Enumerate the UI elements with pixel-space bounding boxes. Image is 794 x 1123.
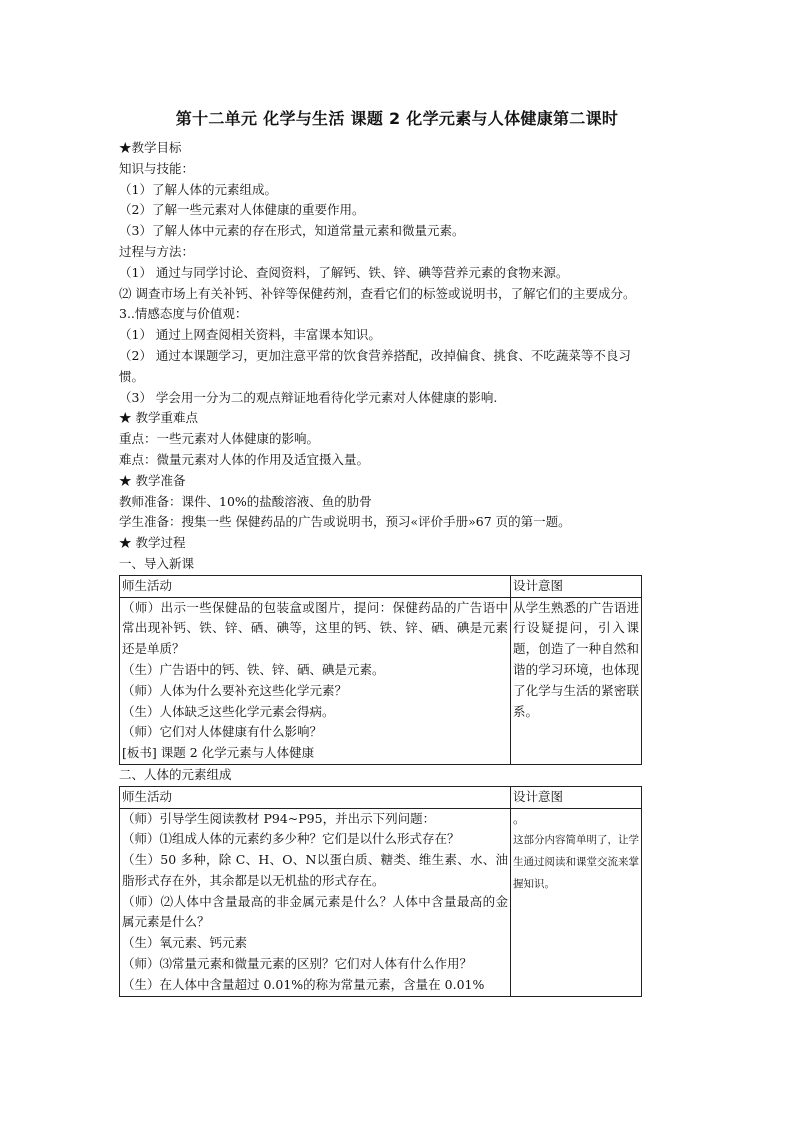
table-row bbox=[120, 808, 642, 996]
table-header-row bbox=[120, 786, 642, 808]
knowledge-heading: 知识与技能： bbox=[119, 160, 195, 176]
table-header-row bbox=[120, 575, 642, 597]
activity-cell bbox=[120, 808, 511, 996]
emotion-heading: 3..情感态度与价值观： bbox=[119, 306, 248, 322]
activity-line: （师）人体为什么要补充这些化学元素？ bbox=[122, 682, 348, 698]
activity-line: （师）它们对人体健康有什么影响？ bbox=[122, 724, 323, 740]
activity-line: （生）在人体中含量超过 0.01%的称为常量元素，含量在 0.01% bbox=[122, 976, 485, 992]
activity-line: （生）广告语中的钙、铁、锌、硒、碘是元素。 bbox=[122, 661, 385, 677]
intent-cell: 从学生熟悉的广告语进行设疑提问，引入课题，创造了一种自然和谐的学习环境，也体现了化学与生活的紧密联系。 bbox=[511, 597, 642, 764]
activity-line: [板书] 课题 2 化学元素与人体健康 bbox=[122, 745, 315, 761]
intent-mark: 。 bbox=[513, 810, 526, 826]
activity-line: （师）⑵人体中含量最高的非金属元素是什么？人体中含量最高的金属元素是什么？ bbox=[122, 893, 508, 930]
objectives-heading: ★教学目标 bbox=[119, 140, 182, 155]
activity-line: （师）引导学生阅读教材 P94~P95，并出示下列问题： bbox=[122, 810, 436, 826]
column-header-intent: 设计意图 bbox=[511, 786, 642, 808]
activity-line: （师）⑴组成人体的元素约多少种？它们是以什么形式存在？ bbox=[122, 831, 460, 847]
activity-line: （师）出示一些保健品的包装盒或图片，提问：保健药品的广告语中常出现补钙、铁、锌、硒、碘等，这里的钙、铁、锌、硒、碘是元素还是单质？ bbox=[122, 599, 508, 657]
activity-line: （生）氧元素、钙元素 bbox=[122, 935, 248, 951]
part2-heading: 二、人体的元素组成 bbox=[119, 766, 232, 782]
emotion-item: （1） 通过上网查阅相关资料，丰富课本知识。 bbox=[119, 327, 381, 343]
part1-table bbox=[119, 575, 642, 765]
intent-text: 这部分内容简单明了，让学生通过阅读和课堂交流来掌握知识。 bbox=[513, 834, 639, 891]
teacher-preparation: 教师准备：课件、10%的盐酸溶液、鱼的肋骨 bbox=[119, 493, 372, 509]
activity-line: （生）50 多种，除 C、H、O、N以蛋白质、糖类、维生素、水、油脂形式存在外，其余都是以无机盐的形式存在。 bbox=[122, 852, 508, 888]
key-point-focus: 重点：一些元素对人体健康的影响。 bbox=[119, 431, 320, 447]
part2-table bbox=[119, 786, 642, 997]
student-preparation: 学生准备：搜集一些 保健药品的广告或说明书，预习«评价手册»67 页的第一题。 bbox=[119, 514, 571, 530]
knowledge-item: （3）了解人体中元素的存在形式，知道常量元素和微量元素。 bbox=[119, 223, 465, 239]
column-header-intent: 设计意图 bbox=[511, 575, 642, 597]
intent-cell bbox=[511, 808, 642, 996]
activity-cell bbox=[120, 597, 511, 764]
emotion-item: （3） 学会用一分为二的观点辩证地看待化学元素对人体健康的影响. bbox=[119, 389, 498, 405]
activity-line: （师）⑶常量元素和微量元素的区别？它们对人体有什么作用？ bbox=[122, 956, 473, 972]
process-section-heading: ★ 教学过程 bbox=[119, 535, 186, 551]
key-point-difficulty: 难点：微量元素对人体的作用及适宜摄入量。 bbox=[119, 451, 370, 467]
column-header-activity: 师生活动 bbox=[120, 786, 511, 808]
page-title: 第十二单元 化学与生活 课题 2 化学元素与人体健康第二课时 bbox=[175, 109, 619, 128]
knowledge-item: （2）了解一些元素对人体健康的重要作用。 bbox=[119, 202, 365, 218]
emotion-item: （2） 通过本课题学习，更加注意平常的饮食营养搭配，改掉偏食、挑食、不吃蔬菜等不良习惯。 bbox=[119, 347, 631, 384]
document-body bbox=[119, 138, 644, 997]
part1-heading: 一、导入新课 bbox=[119, 555, 195, 571]
table-row bbox=[120, 597, 642, 764]
knowledge-item: （1）了解人体的元素组成。 bbox=[119, 181, 277, 197]
key-points-heading: ★ 教学重难点 bbox=[119, 410, 198, 426]
preparation-heading: ★ 教学准备 bbox=[119, 472, 186, 488]
column-header-activity: 师生活动 bbox=[120, 575, 511, 597]
process-item: ⑵ 调查市场上有关补钙、补锌等保健药剂，查看它们的标签或说明书，了解它们的主要成分。 bbox=[119, 285, 636, 301]
activity-line: （生）人体缺乏这些化学元素会得病。 bbox=[122, 703, 335, 719]
process-item: （1） 通过与同学讨论、查阅资料，了解钙、铁、锌、碘等营养元素的食物来源。 bbox=[119, 264, 569, 280]
process-heading: 过程与方法： bbox=[119, 243, 195, 259]
